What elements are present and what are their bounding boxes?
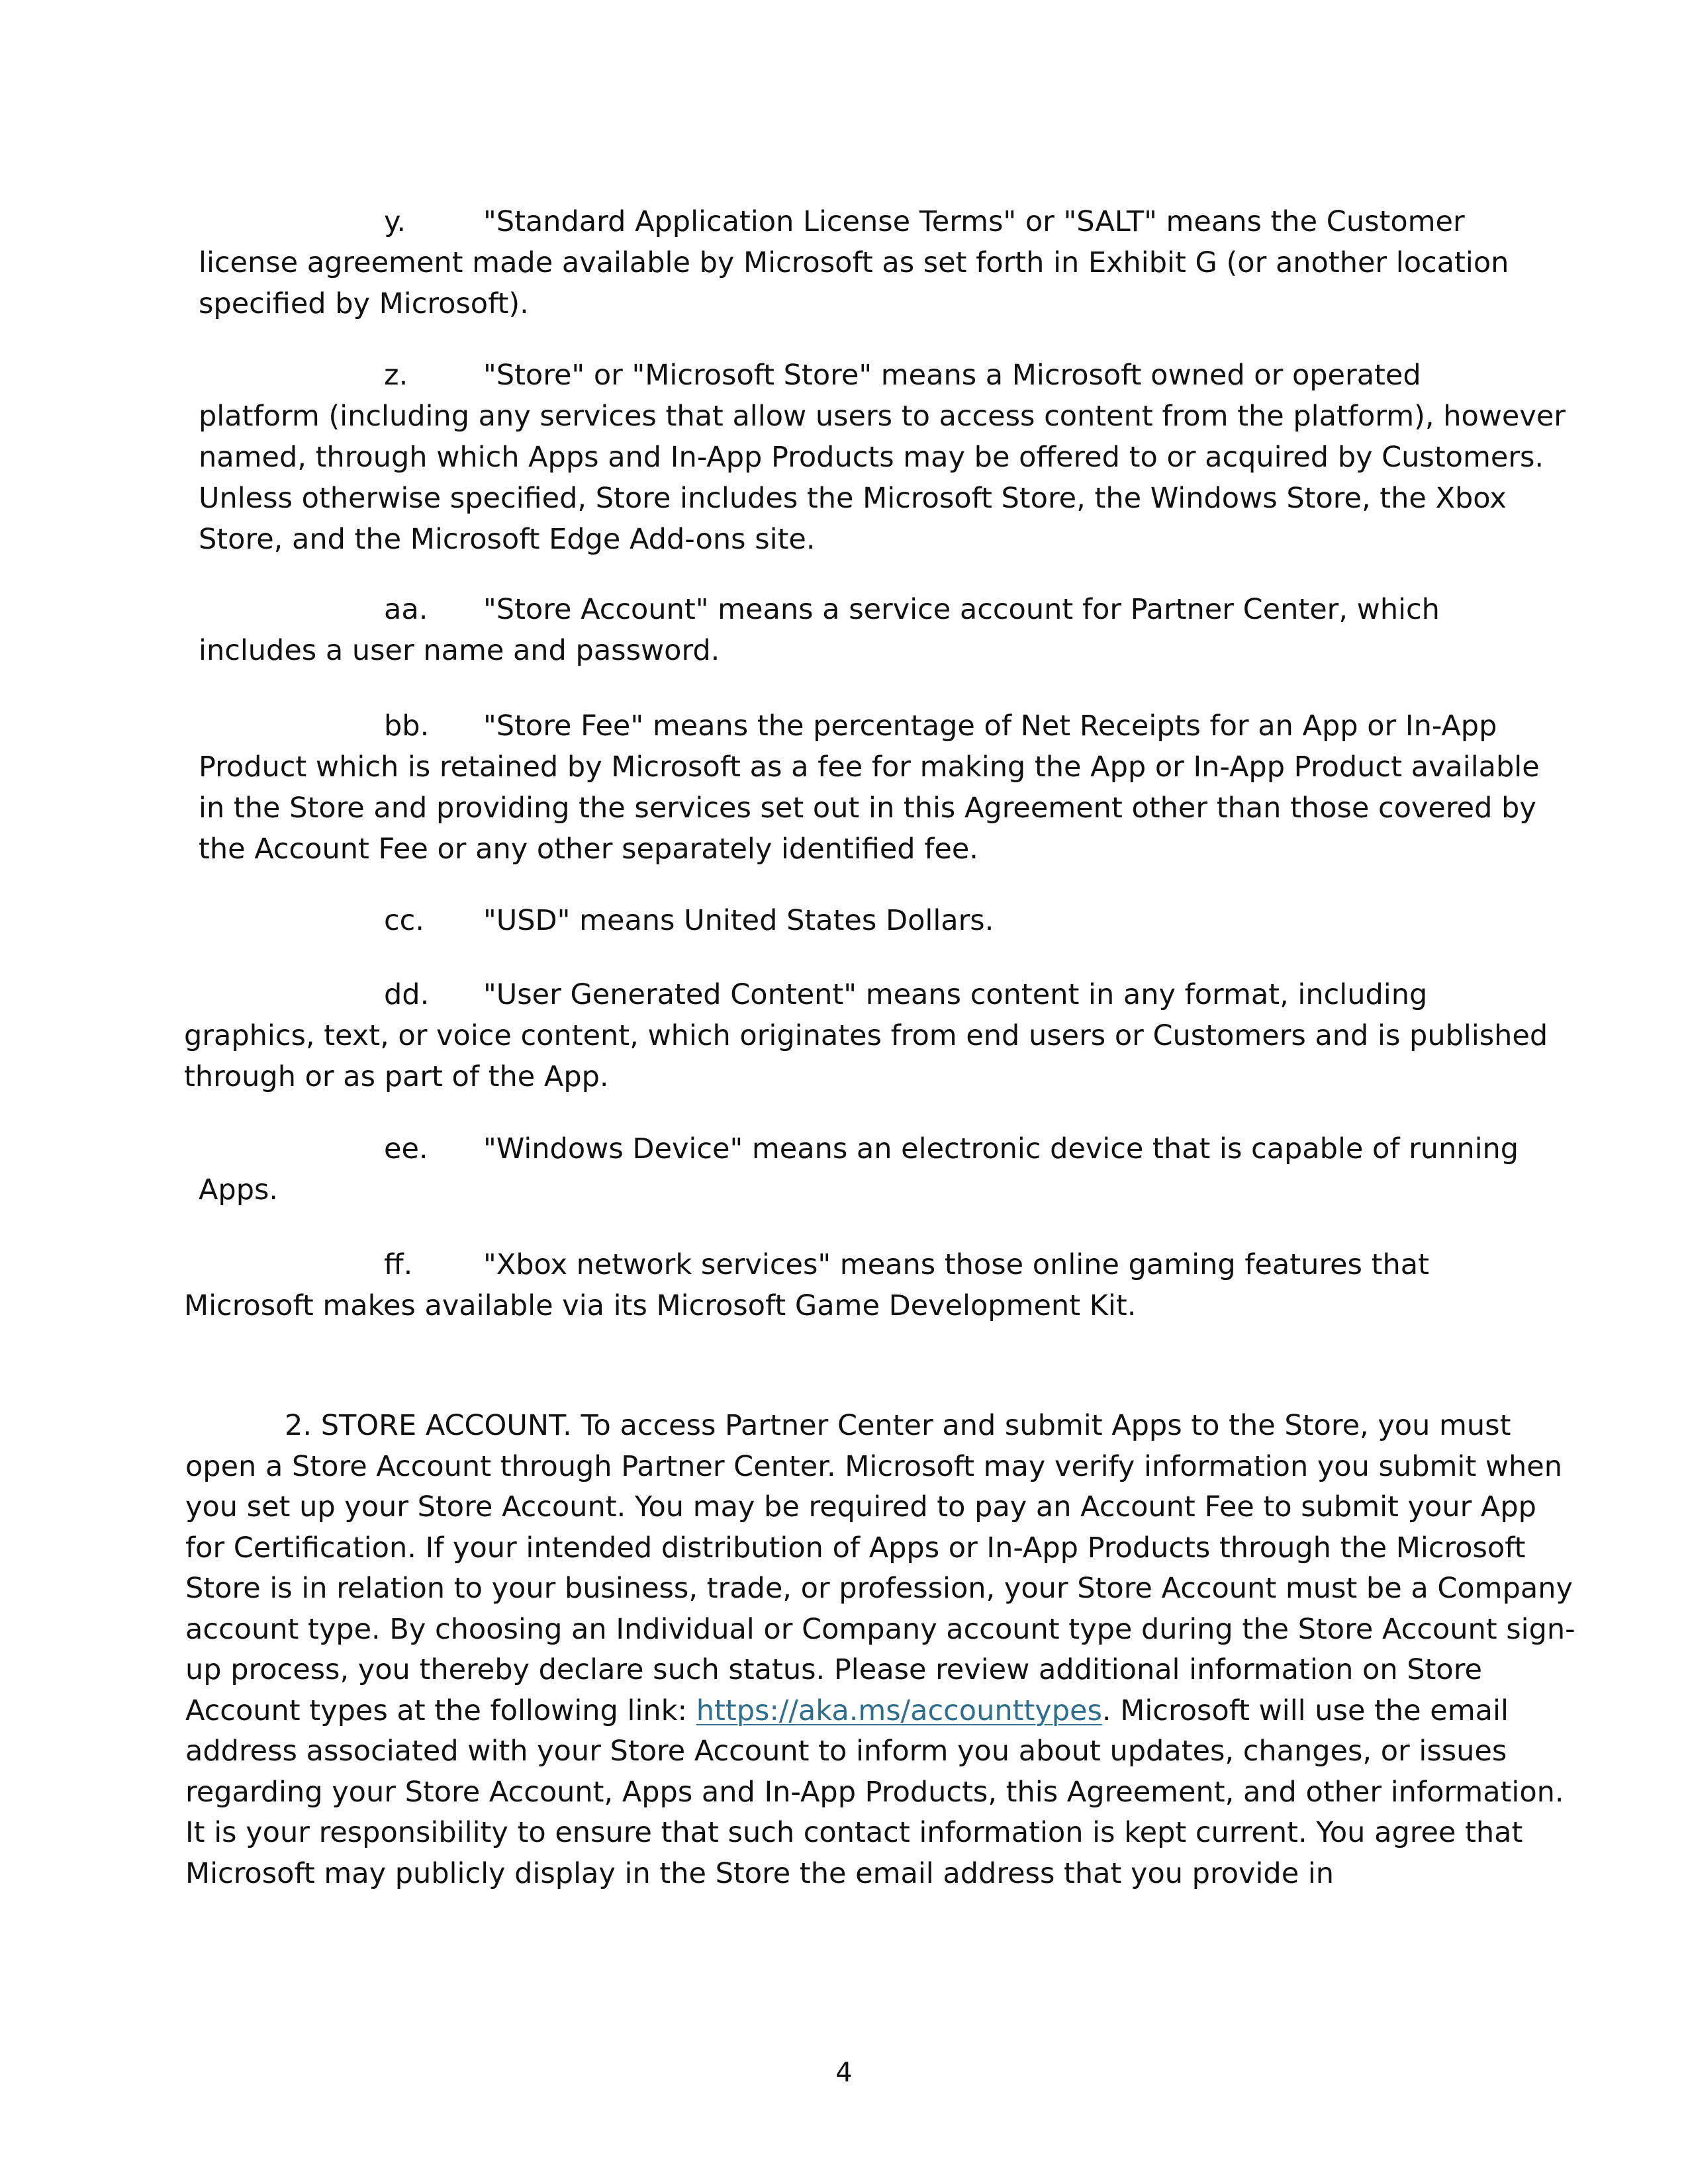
definition-text-line: in the Store and providing the services set out in this Agreement other than those covered by [199, 792, 1536, 825]
definition-dd [0, 974, 1688, 1097]
definition-ff [0, 1244, 1688, 1326]
definition-text-line: named, through which Apps and In-App Products may be offered to or acquired by Customers. [199, 441, 1544, 474]
link-prefix-text: Account types at the following link: [185, 1694, 696, 1727]
definition-text-line: "User Generated Content" means content in any format, including [483, 978, 1428, 1011]
definition-text-line: license agreement made available by Microsoft as set forth in Exhibit G (or another location [199, 246, 1509, 279]
link-suffix-text: . Microsoft will use the email [1102, 1694, 1509, 1727]
definition-text-line: Store, and the Microsoft Edge Add-ons site. [199, 523, 816, 556]
definition-marker: ff. [384, 1248, 413, 1281]
definition-text-line: platform (including any services that allow users to access content from the platform), however [199, 400, 1566, 433]
definition-text-line: Unless otherwise specified, Store includes the Microsoft Store, the Windows Store, the Xbox [199, 482, 1507, 515]
paragraph-line: 2. STORE ACCOUNT. To access Partner Center and submit Apps to the Store, you must [285, 1409, 1511, 1442]
definition-marker: bb. [384, 709, 430, 743]
definition-marker: cc. [384, 904, 424, 937]
page-number: 4 [835, 2058, 853, 2088]
definition-text-line: "Windows Device" means an electronic device that is capable of running [483, 1132, 1519, 1165]
definition-text-line: Microsoft makes available via its Microsoft Game Development Kit. [184, 1289, 1137, 1322]
definition-text-line: "USD" means United States Dollars. [483, 904, 994, 937]
paragraph-line: open a Store Account through Partner Center. Microsoft may verify information you submit when [185, 1449, 1562, 1483]
definition-text-line: includes a user name and password. [199, 634, 720, 667]
paragraph-line-with-link [185, 1691, 1575, 1732]
definition-ee [0, 1128, 1688, 1210]
definition-text-line: the Account Fee or any other separately identified fee. [199, 833, 978, 866]
definition-marker: aa. [384, 593, 428, 626]
definition-text-line: "Store Account" means a service account for Partner Center, which [483, 593, 1440, 626]
account-types-link[interactable]: https://aka.ms/accounttypes [696, 1694, 1102, 1727]
paragraph-line: for Certification. If your intended distribution of Apps or In-App Products through the Microsoft [185, 1531, 1526, 1565]
definition-text-line: Product which is retained by Microsoft as a fee for making the App or In-App Product available [199, 751, 1540, 784]
paragraph-line: account type. By choosing an Individual or Company account type during the Store Account sign- [185, 1612, 1575, 1646]
definition-marker: z. [384, 359, 408, 392]
paragraph-line: address associated with your Store Account to inform you about updates, changes, or issues [185, 1735, 1507, 1768]
definition-text-line: "Xbox network services" means those online gaming features that [483, 1248, 1429, 1281]
definition-text-line: Apps. [199, 1173, 279, 1206]
definition-marker: ee. [384, 1132, 428, 1165]
paragraph-line: up process, you thereby declare such status. Please review additional information on Store [185, 1653, 1482, 1686]
definition-y [0, 201, 1688, 324]
definition-cc [0, 900, 1688, 941]
paragraph-line: regarding your Store Account, Apps and In-App Products, this Agreement, and other information. [185, 1775, 1564, 1809]
definition-z [0, 355, 1688, 560]
paragraph-line: Store is in relation to your business, trade, or profession, your Store Account must be a Company [185, 1572, 1573, 1605]
definition-text-line: "Store" or "Microsoft Store" means a Microsoft owned or operated [483, 359, 1421, 392]
section-store-account [185, 1406, 1575, 1894]
paragraph-line: you set up your Store Account. You may be required to pay an Account Fee to submit your App [185, 1490, 1536, 1524]
definition-text-line: through or as part of the App. [184, 1060, 609, 1093]
definition-aa [0, 589, 1688, 671]
definition-marker: dd. [384, 978, 430, 1011]
definition-bb [0, 705, 1688, 870]
definition-text-line: "Store Fee" means the percentage of Net Receipts for an App or In-App [483, 709, 1497, 743]
paragraph-line: Microsoft may publicly display in the Store the email address that you provide in [185, 1856, 1335, 1890]
paragraph-line: It is your responsibility to ensure that such contact information is kept current. You agree that [185, 1816, 1523, 1849]
definition-text-line: "Standard Application License Terms" or "SALT" means the Customer [483, 205, 1465, 238]
definition-marker: y. [384, 205, 406, 238]
definition-text-line: graphics, text, or voice content, which originates from end users or Customers and is published [184, 1019, 1548, 1052]
definition-text-line: specified by Microsoft). [199, 287, 529, 320]
